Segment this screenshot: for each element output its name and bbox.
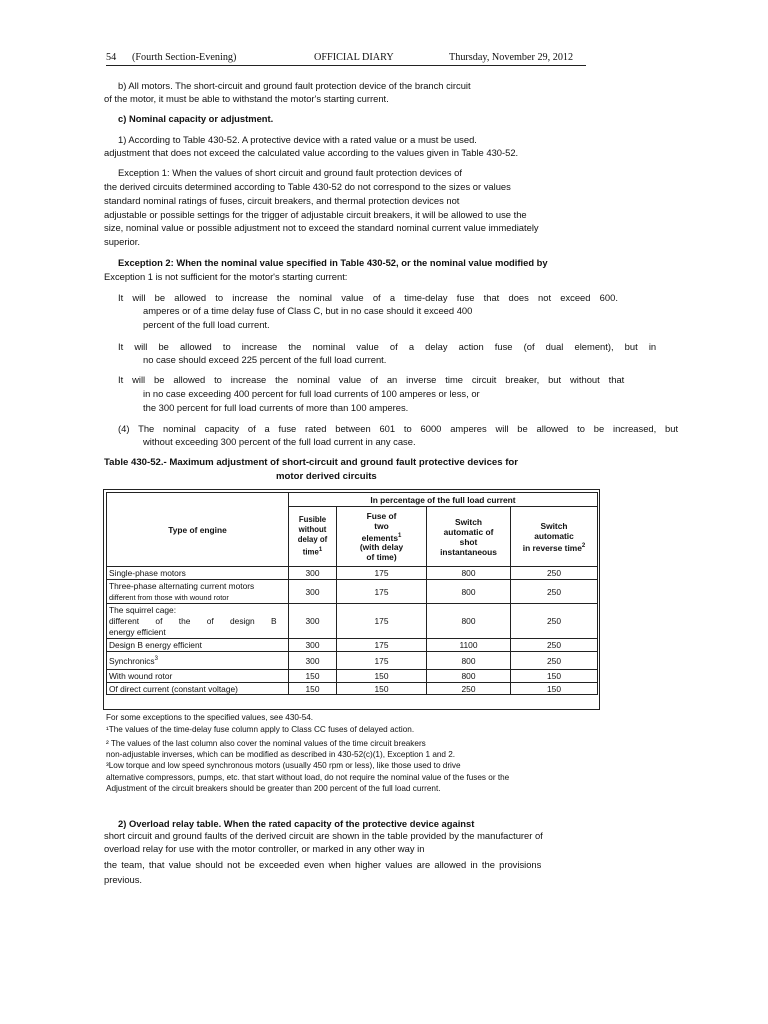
cell-inverse: 150 bbox=[511, 670, 598, 683]
cell-dual: 150 bbox=[337, 670, 427, 683]
item1-line1: It will be allowed to increase the nominal value of a time-delay fuse that does not exceed 600. bbox=[118, 292, 618, 303]
col-inv-line1: Switch bbox=[540, 520, 568, 531]
table-row bbox=[107, 683, 598, 695]
col-fusible-text: time bbox=[302, 547, 319, 557]
col-fusible-sup: 1 bbox=[318, 547, 323, 554]
cell-inverse: 150 bbox=[511, 683, 598, 695]
cell-fusible: 300 bbox=[289, 639, 337, 652]
type-of-engine-header: Type of engine bbox=[107, 493, 289, 567]
fuse-adjustment-table bbox=[106, 492, 598, 695]
col-inst-line1: Switch bbox=[455, 516, 482, 527]
cell-inverse: 250 bbox=[511, 567, 598, 580]
footnote-3-line3: Adjustment of the circuit breakers should be greater than 200 percent of the full load current. bbox=[106, 784, 441, 793]
row-type bbox=[107, 652, 289, 670]
para-b-line1: b) All motors. The short-circuit and ground fault protection device of the branch circuit bbox=[118, 80, 471, 91]
col-fusible-line1: Fusible without bbox=[298, 515, 327, 535]
table-row bbox=[107, 652, 598, 670]
col-inv-text: in reverse time bbox=[522, 542, 582, 553]
col-dual-text: elements bbox=[361, 532, 398, 543]
col-instantaneous-header bbox=[427, 507, 511, 567]
table-row bbox=[107, 670, 598, 683]
section-label: (Fourth Section-Evening) bbox=[132, 52, 237, 63]
col-dual-line4: (with delay bbox=[359, 542, 404, 553]
cell-dual: 175 bbox=[337, 580, 427, 604]
col-inv-line3 bbox=[513, 541, 595, 553]
col-inv-sup: 2 bbox=[581, 542, 586, 549]
cell-fusible: 300 bbox=[289, 567, 337, 580]
col-dual-element-header bbox=[337, 507, 427, 567]
cell-dual: 175 bbox=[337, 567, 427, 580]
col-inst-line3: shot bbox=[459, 536, 478, 547]
col-fusible-line2: delay of bbox=[297, 535, 328, 545]
cell-fusible: 300 bbox=[289, 580, 337, 604]
row-type-line1: Three-phase alternating current motors bbox=[109, 580, 255, 591]
item1-line2: amperes or of a time delay fuse of Class C, but in no case should it exceed 400 bbox=[143, 305, 473, 316]
para-1-line2: adjustment that does not exceed the calculated value according to the values given in Table 430-52. bbox=[104, 147, 519, 158]
section-heading-c: c) Nominal capacity or adjustment. bbox=[118, 113, 274, 124]
cell-fusible: 300 bbox=[289, 604, 337, 639]
diary-title: OFFICIAL DIARY bbox=[314, 52, 394, 63]
footnote-2-line2: non-adjustable inverses, which can be modified as described in 430-52(c)(1), Exception 1 and 2. bbox=[106, 750, 456, 759]
cell-inverse: 250 bbox=[511, 639, 598, 652]
col-dual-line3 bbox=[339, 531, 424, 543]
cell-inverse: 250 bbox=[511, 580, 598, 604]
header-date: Thursday, November 29, 2012 bbox=[449, 52, 574, 63]
cell-dual: 150 bbox=[337, 683, 427, 695]
row-type-line2: different of the of design B bbox=[109, 615, 277, 626]
table-frame bbox=[103, 489, 600, 710]
cell-dual: 175 bbox=[337, 652, 427, 670]
table-row bbox=[107, 580, 598, 604]
cell-fusible: 150 bbox=[289, 683, 337, 695]
overload-line4: the team, that value should not be exceeded even when higher values are allowed in the provisions bbox=[104, 859, 542, 870]
cell-instantaneous: 800 bbox=[427, 580, 511, 604]
footnote-1: ¹The values of the time-delay fuse column apply to Class CC fuses of delayed action. bbox=[106, 725, 415, 734]
row-type bbox=[107, 580, 289, 604]
overload-line5: previous. bbox=[104, 874, 143, 885]
cell-fusible: 150 bbox=[289, 670, 337, 683]
col-inst-line2: automatic of bbox=[443, 526, 494, 537]
footnote-3-line1: ³Low torque and low speed synchronous motors (usually 450 rpm or less), like those used to drive bbox=[106, 761, 461, 770]
col-inst-line4: instantaneous bbox=[440, 546, 497, 557]
exception2-line2: Exception 1 is not sufficient for the motor's starting current: bbox=[104, 271, 348, 282]
cell-instantaneous: 1100 bbox=[427, 639, 511, 652]
page-number: 54 bbox=[106, 52, 117, 63]
table-caption-line2: motor derived circuits bbox=[276, 471, 377, 482]
cell-instantaneous: 250 bbox=[427, 683, 511, 695]
row-type-text: Synchronics bbox=[109, 655, 155, 666]
exception1-line1: Exception 1: When the values of short circuit and ground fault protection devices of bbox=[118, 167, 462, 178]
item3-line1: It will be allowed to increase the nominal value of an inverse time circuit breaker, but without that bbox=[118, 374, 625, 385]
exception1-line5: size, nominal value or possible adjustment not to exceed the standard nominal current value immediately bbox=[104, 222, 539, 233]
cell-inverse: 250 bbox=[511, 604, 598, 639]
item3-line2: in no case exceeding 400 percent for full load currents of 100 amperes or less, or bbox=[143, 388, 480, 399]
table-caption-line1: Table 430-52.- Maximum adjustment of short-circuit and ground fault protective devices for bbox=[104, 457, 519, 468]
percent-group-header: In percentage of the full load current bbox=[289, 493, 598, 507]
exception1-line2-text: the derived circuits determined according to Table 430-52 do not correspond to the sizes or values bbox=[104, 181, 511, 192]
col-dual-line2: two bbox=[374, 520, 389, 531]
para-b-line2: of the motor, it must be able to withstand the motor's starting current. bbox=[104, 93, 389, 104]
footnote-intro: For some exceptions to the specified values, see 430-54. bbox=[106, 713, 314, 722]
row-type: Design B energy efficient bbox=[107, 639, 289, 652]
page-header bbox=[106, 51, 586, 66]
row-type: With wound rotor bbox=[107, 670, 289, 683]
overload-line2: short circuit and ground faults of the derived circuit are shown in the table provided by the manufacturer of bbox=[104, 830, 543, 841]
item2-line2: no case should exceed 225 percent of the full load current. bbox=[143, 354, 387, 365]
exception1-line3: standard nominal ratings of fuses, circuit breakers, and thermal protection devices not bbox=[104, 195, 460, 206]
col-dual-line5: of time) bbox=[366, 552, 397, 563]
cell-instantaneous: 800 bbox=[427, 604, 511, 639]
cell-instantaneous: 800 bbox=[427, 567, 511, 580]
table-row bbox=[107, 567, 598, 580]
col-fusible-line3 bbox=[291, 545, 334, 558]
item4-line1: (4) The nominal capacity of a fuse rated between 601 to 6000 amperes will be allowed to be increased, but bbox=[118, 423, 679, 434]
col-fusible-header bbox=[289, 507, 337, 567]
exception2-heading: Exception 2: When the nominal value specified in Table 430-52, or the nominal value modified by bbox=[118, 257, 548, 268]
exception1-line6: superior. bbox=[104, 236, 140, 247]
table-row bbox=[107, 604, 598, 639]
row-type-line3: energy efficient bbox=[109, 626, 166, 637]
item2-line1: It will be allowed to increase the nominal value of a delay action fuse (of dual element), but in bbox=[118, 341, 657, 352]
col-dual-sup: 1 bbox=[397, 532, 402, 539]
para-1-line1: 1) According to Table 430-52. A protective device with a rated value or a must be used. bbox=[118, 134, 477, 145]
row-type-line2: different from those with wound rotor bbox=[109, 592, 229, 602]
footnote-2-line1: ² The values of the last column also cover the nominal values of the time circuit breakers bbox=[106, 739, 426, 748]
cell-dual: 175 bbox=[337, 604, 427, 639]
col-dual-line1: Fuse of bbox=[366, 510, 397, 521]
cell-dual: 175 bbox=[337, 639, 427, 652]
row-type-line1: The squirrel cage: bbox=[109, 604, 177, 615]
row-type bbox=[107, 604, 289, 639]
item1-line3: percent of the full load current. bbox=[143, 319, 270, 330]
col-inverse-time-header bbox=[511, 507, 598, 567]
row-type-sup: 3 bbox=[154, 655, 158, 662]
exception1-line4: adjustable or possible settings for the trigger of adjustable circuit breakers, it will be allowed to use the bbox=[104, 209, 527, 220]
row-type: Single-phase motors bbox=[107, 567, 289, 580]
overload-line3: overload relay for use with the motor controller, or marked in any other way in bbox=[104, 843, 425, 854]
col-inv-line2: automatic bbox=[534, 530, 574, 541]
item3-line3: the 300 percent for full load currents of more than 100 amperes. bbox=[143, 402, 409, 413]
overload-heading: 2) Overload relay table. When the rated capacity of the protective device against bbox=[118, 818, 475, 829]
cell-fusible: 300 bbox=[289, 652, 337, 670]
row-type: Of direct current (constant voltage) bbox=[107, 683, 289, 695]
table-row bbox=[107, 639, 598, 652]
item4-line2: without exceeding 300 percent of the full load current in any case. bbox=[143, 436, 416, 447]
footnote-3-line2: alternative compressors, pumps, etc. that start without load, do not require the nominal value of the fuses or the bbox=[106, 773, 510, 782]
cell-instantaneous: 800 bbox=[427, 670, 511, 683]
cell-inverse: 250 bbox=[511, 652, 598, 670]
exception1-line2 bbox=[104, 181, 584, 193]
cell-instantaneous: 800 bbox=[427, 652, 511, 670]
